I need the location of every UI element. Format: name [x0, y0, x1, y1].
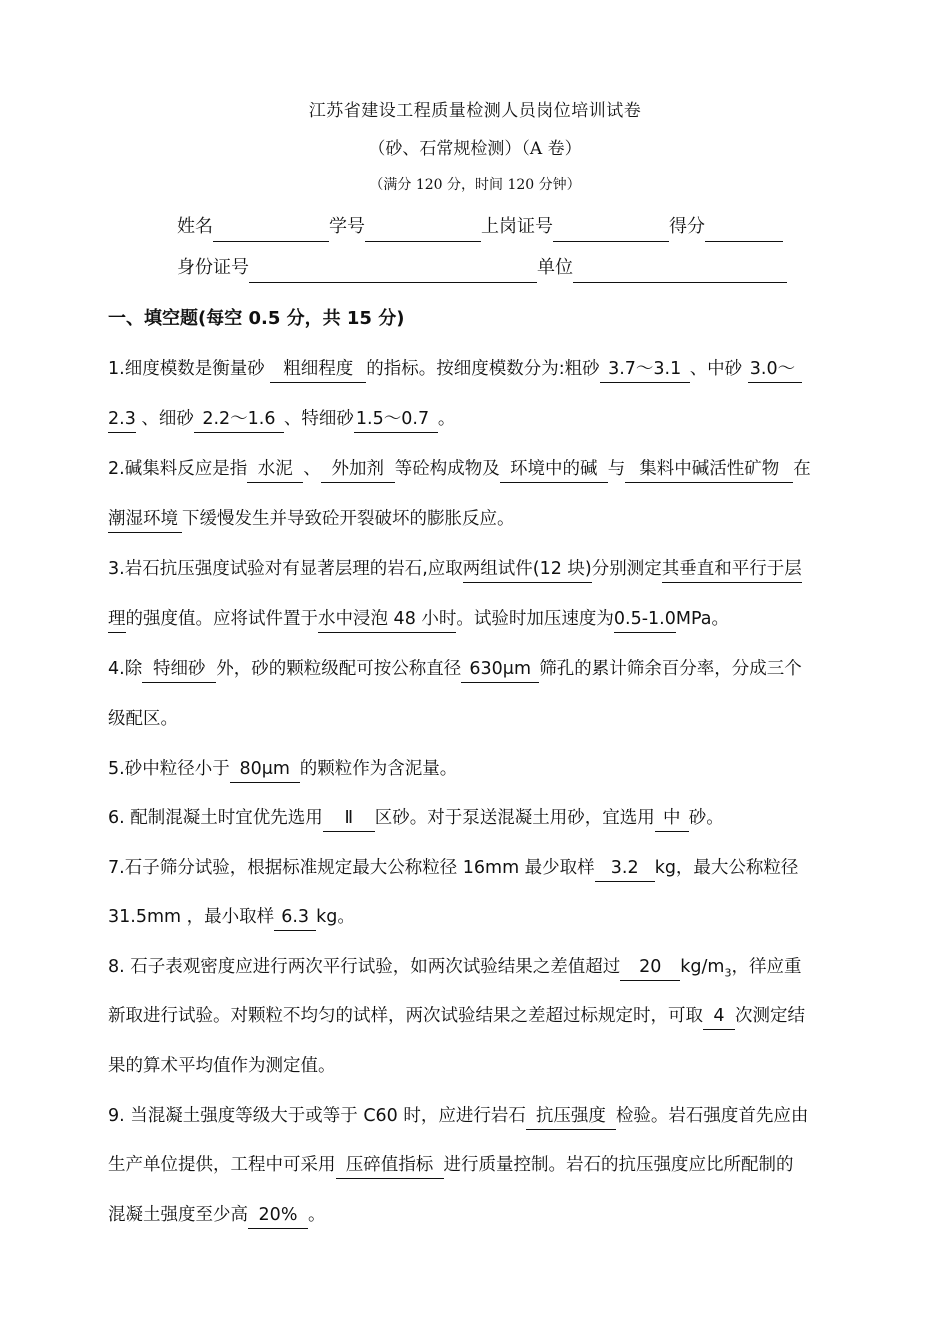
question-2-line-1: [108, 454, 811, 484]
question-text: 外，砂的颗粒级配可按公称直径: [216, 659, 462, 679]
question-9-line-2: [108, 1150, 794, 1180]
question-text: 1.细度模数是衡量砂: [108, 359, 265, 379]
info-row-1: [177, 212, 783, 242]
answer-blank: 4: [703, 1003, 735, 1030]
unit-field[interactable]: [573, 258, 787, 283]
answer-blank: 其垂直和平行于层: [662, 556, 802, 583]
license-label: 上岗证号: [481, 216, 553, 237]
question-text: 。: [437, 409, 456, 429]
answer-blank: 80μm: [230, 756, 300, 783]
question-text: kg。: [316, 907, 355, 927]
question-text: 的强度值。应将试件置于: [125, 609, 318, 629]
question-text: 2.碱集料反应是指: [108, 459, 248, 479]
section-heading: 一、填空题(每空 0.5 分，共 15 分): [108, 308, 405, 329]
question-text: 6. 配制混凝土时宜优先选用: [108, 808, 323, 828]
question-text: 的指标。按细度模数分为:粗砂: [366, 359, 600, 379]
id-card-label: 身份证号: [177, 257, 249, 278]
question-text: 进行质量控制。岩石的抗压强度应比所配制的: [443, 1155, 794, 1175]
question-text: 级配区。: [108, 709, 178, 729]
answer-blank: 特细砂: [142, 656, 216, 683]
question-text: 次测定结: [735, 1006, 805, 1026]
question-text: 生产单位提供，工程中可采用: [108, 1155, 336, 1175]
answer-blank: 3.0～: [748, 356, 802, 383]
exam-note: （满分 120 分，时间 120 分钟）: [369, 177, 581, 193]
info-row-2: [177, 253, 787, 283]
question-text: 9. 当混凝土强度等级大于或等于 C60 时，应进行岩石: [108, 1106, 526, 1126]
question-8-line-2: [108, 1001, 805, 1031]
question-text: 砂。: [688, 808, 724, 828]
question-9-line-1: [108, 1101, 808, 1131]
answer-blank: 抗压强度: [526, 1103, 616, 1130]
exam-title: 江苏省建设工程质量检测人员岗位培训试卷: [308, 101, 642, 121]
answer-blank: 3.7～3.1: [600, 356, 690, 383]
answer-blank: 潮湿环境: [108, 506, 182, 533]
question-1-line-2: [108, 404, 455, 434]
question-text: 、: [303, 459, 321, 479]
question-text: kg/m: [680, 957, 725, 977]
answer-blank: 1.5～0.7: [354, 406, 438, 433]
answer-blank: 20%: [248, 1202, 308, 1229]
score-field[interactable]: [705, 217, 783, 242]
question-7-line-2: [108, 902, 355, 932]
answer-blank: 两组试件(12 块): [463, 556, 592, 583]
question-text: 果的算术平均值作为测定值。: [108, 1056, 336, 1076]
question-text: kg，最大公称粒径: [654, 858, 799, 878]
question-text: 31.5mm ，最小取样: [108, 907, 275, 927]
answer-blank: 6.3: [274, 904, 316, 931]
question-text: 区砂。对于泵送混凝土用砂，宜选用: [374, 808, 655, 828]
answer-blank: 20: [620, 954, 680, 981]
license-field[interactable]: [553, 217, 669, 242]
question-text: 。试验时加压速度为: [456, 609, 614, 629]
question-text: ，徉应重: [731, 957, 802, 977]
question-text: 、细砂: [141, 409, 194, 429]
question-text: 5.砂中粒径小于: [108, 759, 230, 779]
question-text: 、特细砂: [283, 409, 354, 429]
question-text: 混凝土强度至少高: [108, 1205, 248, 1225]
question-1-line-1: [108, 354, 802, 384]
question-text: 。: [308, 1205, 326, 1225]
student-id-field[interactable]: [365, 217, 481, 242]
question-text: 、中砂: [689, 359, 743, 379]
answer-blank: 630μm: [461, 656, 539, 683]
name-label: 姓名: [177, 216, 213, 237]
answer-blank: 中: [655, 805, 689, 832]
id-card-field[interactable]: [249, 258, 537, 283]
question-text: 的颗粒作为含泥量。: [299, 759, 458, 779]
answer-blank: 环境中的碱: [500, 456, 608, 483]
question-text: 4.除: [108, 659, 143, 679]
question-8-line-3: [108, 1051, 336, 1081]
question-3-line-1: [108, 554, 802, 584]
answer-blank: Ⅱ: [323, 805, 375, 832]
question-text: 与: [607, 459, 626, 479]
answer-blank: 2.2～1.6: [194, 406, 284, 433]
answer-blank: 理: [108, 606, 126, 633]
question-4-line-2: [108, 704, 178, 734]
answer-blank: 粗细程度: [270, 356, 366, 383]
answer-blank: 外加剂: [321, 456, 395, 483]
score-label: 得分: [669, 216, 705, 237]
question-text: 在: [793, 459, 811, 479]
answer-blank: 0.5-1.0: [614, 606, 676, 633]
question-8-line-1: [108, 952, 801, 982]
question-text: 筛孔的累计筛余百分率，分成三个: [539, 659, 802, 679]
question-9-line-3: [108, 1200, 326, 1230]
question-7-line-1: [108, 853, 798, 883]
question-3-line-2: [108, 604, 729, 634]
answer-blank: 2.3: [108, 406, 136, 433]
answer-blank: 压碎值指标: [336, 1152, 444, 1179]
answer-blank: 水中浸泡 48 小时: [318, 606, 456, 633]
answer-blank: 3.2: [595, 855, 655, 882]
question-text: 3.岩石抗压强度试验对有显著层理的岩石,应取: [108, 559, 463, 579]
name-field[interactable]: [213, 217, 329, 242]
question-6-line-1: [108, 803, 724, 833]
answer-blank: 集料中碱活性矿物: [625, 456, 793, 483]
answer-blank: 水泥: [247, 456, 303, 483]
question-text: 8. 石子表观密度应进行两次平行试验，如两次试验结果之差值超过: [108, 957, 621, 977]
unit-superscript: 3: [724, 966, 732, 980]
question-text: 分别测定: [591, 559, 662, 579]
question-text: 下缓慢发生并导致砼开裂破坏的膨胀反应。: [182, 509, 515, 529]
exam-subtitle: （砂、石常规检测）（A 卷）: [368, 139, 582, 159]
question-5-line-1: [108, 754, 457, 784]
question-text: 新取进行试验。对颗粒不均匀的试样，两次试验结果之差超过标规定时，可取: [108, 1006, 703, 1026]
question-2-line-2: [108, 504, 515, 534]
question-text: MPa。: [675, 609, 729, 629]
student-id-label: 学号: [329, 216, 365, 237]
question-text: 检验。岩石强度首先应由: [615, 1106, 809, 1126]
question-text: 7.石子筛分试验，根据标准规定最大公称粒径 16mm 最少取样: [108, 858, 595, 878]
unit-label: 单位: [537, 257, 573, 278]
question-4-line-1: [108, 654, 802, 684]
question-text: 等砼构成物及: [394, 459, 500, 479]
